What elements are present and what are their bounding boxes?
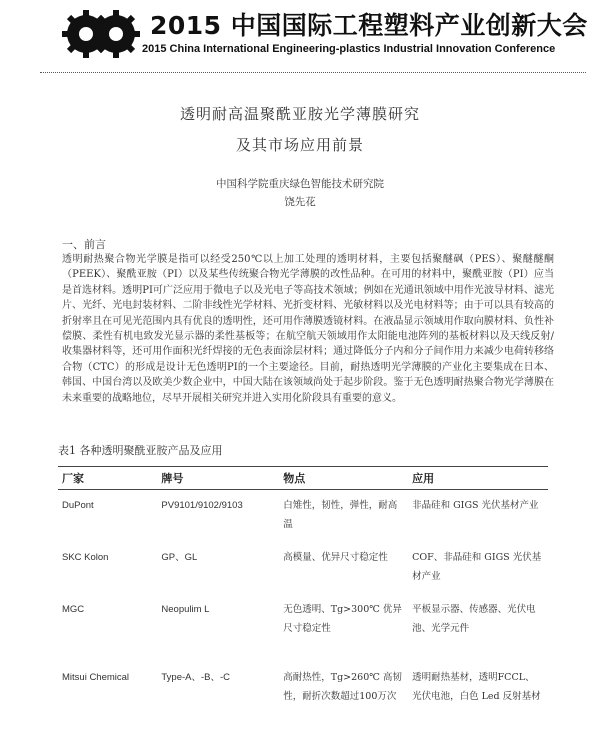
header-properties: 物点: [279, 467, 408, 490]
table-caption: 表1 各种透明聚酰亚胺产品及应用: [58, 444, 223, 457]
cell-manufacturer: Mitsui Chemical: [62, 671, 130, 683]
conference-title-en: 2015 China International Engineering-plastics Industrial Innovation Conference: [142, 43, 556, 55]
cell-manufacturer: DuPont: [62, 500, 94, 511]
header-manufacturer: 厂家: [58, 467, 157, 490]
section-heading: 一、前言: [62, 238, 106, 251]
intro-paragraph: 透明耐热聚合物光学膜是指可以经受250℃以上加工处理的透明材料，主要包括聚醚砜（PES）、聚醚醚酮（PEEK）、聚酰亚胺（PI）以及某些传统聚合物光学薄膜的改性品种。在可用的材料中，聚酰亚胺（PI）应当是首选材料。透明PI可广泛应用于微电子以及光电子等高技术领域；例如在光通讯领域中用作光波导材料、滤光片、光纤、光电封装材料、二阶非线性光学材料、光折变材料、光敏材料以及光电材料等；由于可以具有较高的折射率且在可见光范围内具有优良的透明性，还可用作薄膜透镜材料。在液晶显示领域用作取向膜材料、负性补偿膜、柔性有机电致发光显示器的柔性基板等；在航空航天领域用作太阳能电池阵列的基板材料以及天线反射/收集器材料等，还可用作面积光纤焊接的无色表面涂层材料；通过降低分子内和分子间作用力来减少电荷转移络合物（CTC）的形成是设计无色透明PI的一个主要途径。目前，耐热透明光学薄膜的产业化主要集成在日本、韩国、中国台湾以及欧美少数企业中，中国大陆在该领域尚处于起步阶段。鉴于无色透明耐热聚合物光学薄膜在未来重要的战略地位，尽早开展相关研究并进入实用化阶段具有重要的意义。: [62, 254, 554, 404]
cell-grade: PV9101/9102/9103: [161, 500, 243, 511]
cell-manufacturer: SKC Kolon: [62, 551, 109, 563]
header-divider: [40, 72, 586, 73]
cell-grade: Type-A、-B、-C: [161, 671, 231, 683]
cell-properties: 无色透明、Tg>300℃ 优异尺寸稳定性: [283, 603, 402, 634]
cell-manufacturer: MGC: [62, 603, 85, 615]
table-row: [58, 594, 548, 662]
conference-logo: [60, 8, 142, 60]
cell-grade: GP、GL: [161, 551, 198, 563]
table-row: [58, 490, 548, 542]
header-grade: 牌号: [157, 467, 279, 490]
header-application: 应用: [408, 467, 548, 490]
cell-properties: 白雉性，韧性，弹性，耐高温: [283, 500, 398, 530]
paper-title-line2: 及其市场应用前景: [235, 136, 364, 154]
cell-properties: 高模量、优异尺寸稳定性: [283, 551, 388, 563]
cell-application: 非晶硅和 GIGS 光伏基材产业: [412, 500, 539, 511]
cell-grade: Neopulim L: [161, 603, 210, 615]
conference-title-cn: 2015 中国国际工程塑料产业创新大会: [150, 11, 588, 40]
cell-properties: 高耐热性，Tg>260℃ 高韧性，耐折次数超过100万次: [283, 671, 402, 702]
table-row: [58, 542, 548, 594]
table-row: [58, 662, 548, 706]
cell-application: 透明耐热基材，透明FCCL、光伏电池，白色 Led 反射基材: [412, 671, 541, 702]
author: 饶先花: [284, 196, 316, 208]
paper-title-line1: 透明耐高温聚酰亚胺光学薄膜研究: [179, 105, 420, 123]
table-header-row: [58, 467, 548, 490]
product-table: [58, 466, 548, 706]
cell-application: COF、非晶硅和 GIGS 光伏基材产业: [412, 551, 542, 582]
affiliation: 中国科学院重庆绿色智能技术研究院: [216, 178, 384, 190]
cell-application: 平板显示器、传感器、光伏电池、光学元件: [412, 603, 536, 634]
